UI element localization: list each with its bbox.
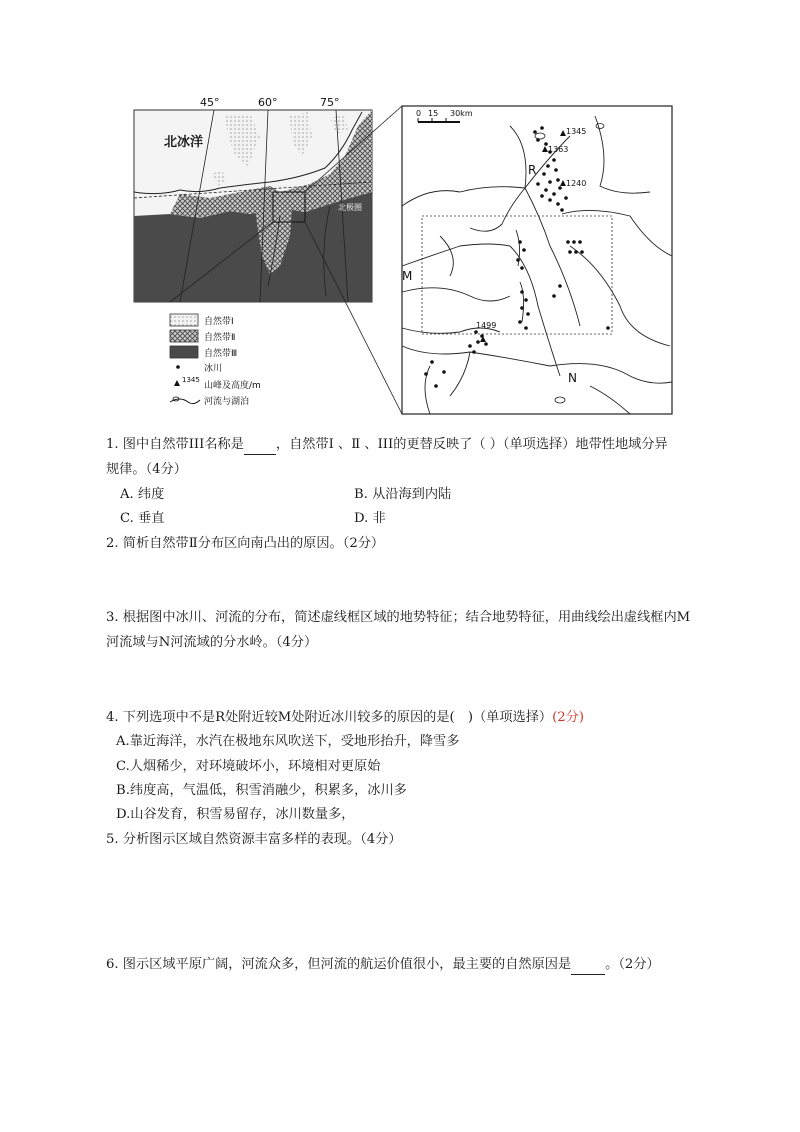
peak-1345: 1345 [566, 127, 587, 136]
q4-option-a[interactable]: A.靠近海洋，水汽在极地东风吹送下，受地形抬升，降雪多 [116, 734, 460, 749]
q4 [106, 709, 584, 727]
scale-30: 30km [450, 109, 473, 118]
lon-label-60: 60° [258, 96, 278, 109]
q1-option-d[interactable]: D. 非 [354, 511, 386, 526]
river-icon [170, 399, 200, 404]
q5: 5. 分析图示区域自然资源丰富多样的表现。（4分） [106, 832, 402, 847]
peak-1363: 1363 [548, 145, 569, 154]
legend-river: 河流与湖泊 [204, 397, 250, 407]
legend-glacier: 冰川 [204, 364, 223, 374]
legend-peak-sample: 1345 [182, 376, 200, 384]
peak-1499: 1499 [476, 321, 497, 330]
legend [170, 314, 261, 407]
map-figure [130, 96, 674, 418]
q1-answer-blank[interactable] [244, 436, 276, 455]
q1-option-c[interactable]: C. 垂直 [120, 511, 165, 526]
ocean-label: 北冰洋 [164, 135, 204, 150]
q4-option-b[interactable]: B.纬度高，气温低，积雪消融少，积累多，冰川多 [116, 783, 407, 798]
q4-score: (2分) [552, 710, 584, 725]
lon-label-75: 75° [320, 96, 340, 109]
q4-text: 4. 下列选项中不是R处附近较M处附近冰川较多的原因的是( )（单项选择） [106, 710, 553, 725]
q6-answer-blank[interactable] [571, 956, 605, 975]
q1-line1 [106, 436, 668, 455]
legend-zone1: 自然带Ⅰ [204, 317, 234, 327]
q4-option-d[interactable]: D.山谷发育，积雪易留存，冰川数量多， [116, 807, 355, 822]
left-map [134, 96, 372, 302]
peak-icon [174, 380, 180, 386]
q6-text-a: 6. 图示区域平原广阔，河流众多，但河流的航运价值很小，最主要的自然原因是 [106, 957, 572, 972]
arctic-circle-label: 北极圈 [338, 203, 362, 212]
q1-option-a[interactable]: A. 纬度 [120, 487, 165, 502]
q6-text-b: 。（2分） [605, 957, 660, 972]
q1-option-b[interactable]: B. 从沿海到内陆 [354, 487, 452, 502]
q1-text-b: ，自然带Ⅰ 、Ⅱ 、III的更替反映了（ ）（单项选择）地带性地域分异 [275, 437, 668, 452]
legend-zone2: 自然带Ⅱ [204, 333, 236, 343]
q2: 2. 简析自然带Ⅱ分布区向南凸出的原因。（2分） [106, 536, 385, 551]
scale-0: 0 [416, 109, 422, 118]
label-m: M [402, 269, 413, 283]
q3-line1: 3. 根据图中冰川、河流的分布，简述虚线框区域的地势特征；结合地势特征，用曲线绘出虚线框内M [106, 610, 691, 625]
q3-line2: 河流域与N河流域的分水岭。（4分） [106, 635, 318, 650]
q4-option-c[interactable]: C.人烟稀少，对环境破坏小，环境相对更原始 [116, 759, 381, 774]
legend-peak: 山峰及高度/m [204, 381, 261, 391]
label-n: N [568, 371, 577, 385]
q6 [106, 956, 660, 975]
lon-label-45: 45° [200, 96, 220, 109]
q1-text-a: 1. 图中自然带III名称是 [106, 437, 244, 452]
glacier-icon [176, 365, 180, 369]
scale-15: 15 [428, 109, 439, 118]
peak-1240: 1240 [566, 179, 587, 188]
legend-zone3: 自然带Ⅲ [204, 349, 238, 359]
label-r: R [528, 163, 537, 177]
right-map [402, 106, 672, 414]
q1-line2: 规律。（4分） [106, 462, 187, 477]
